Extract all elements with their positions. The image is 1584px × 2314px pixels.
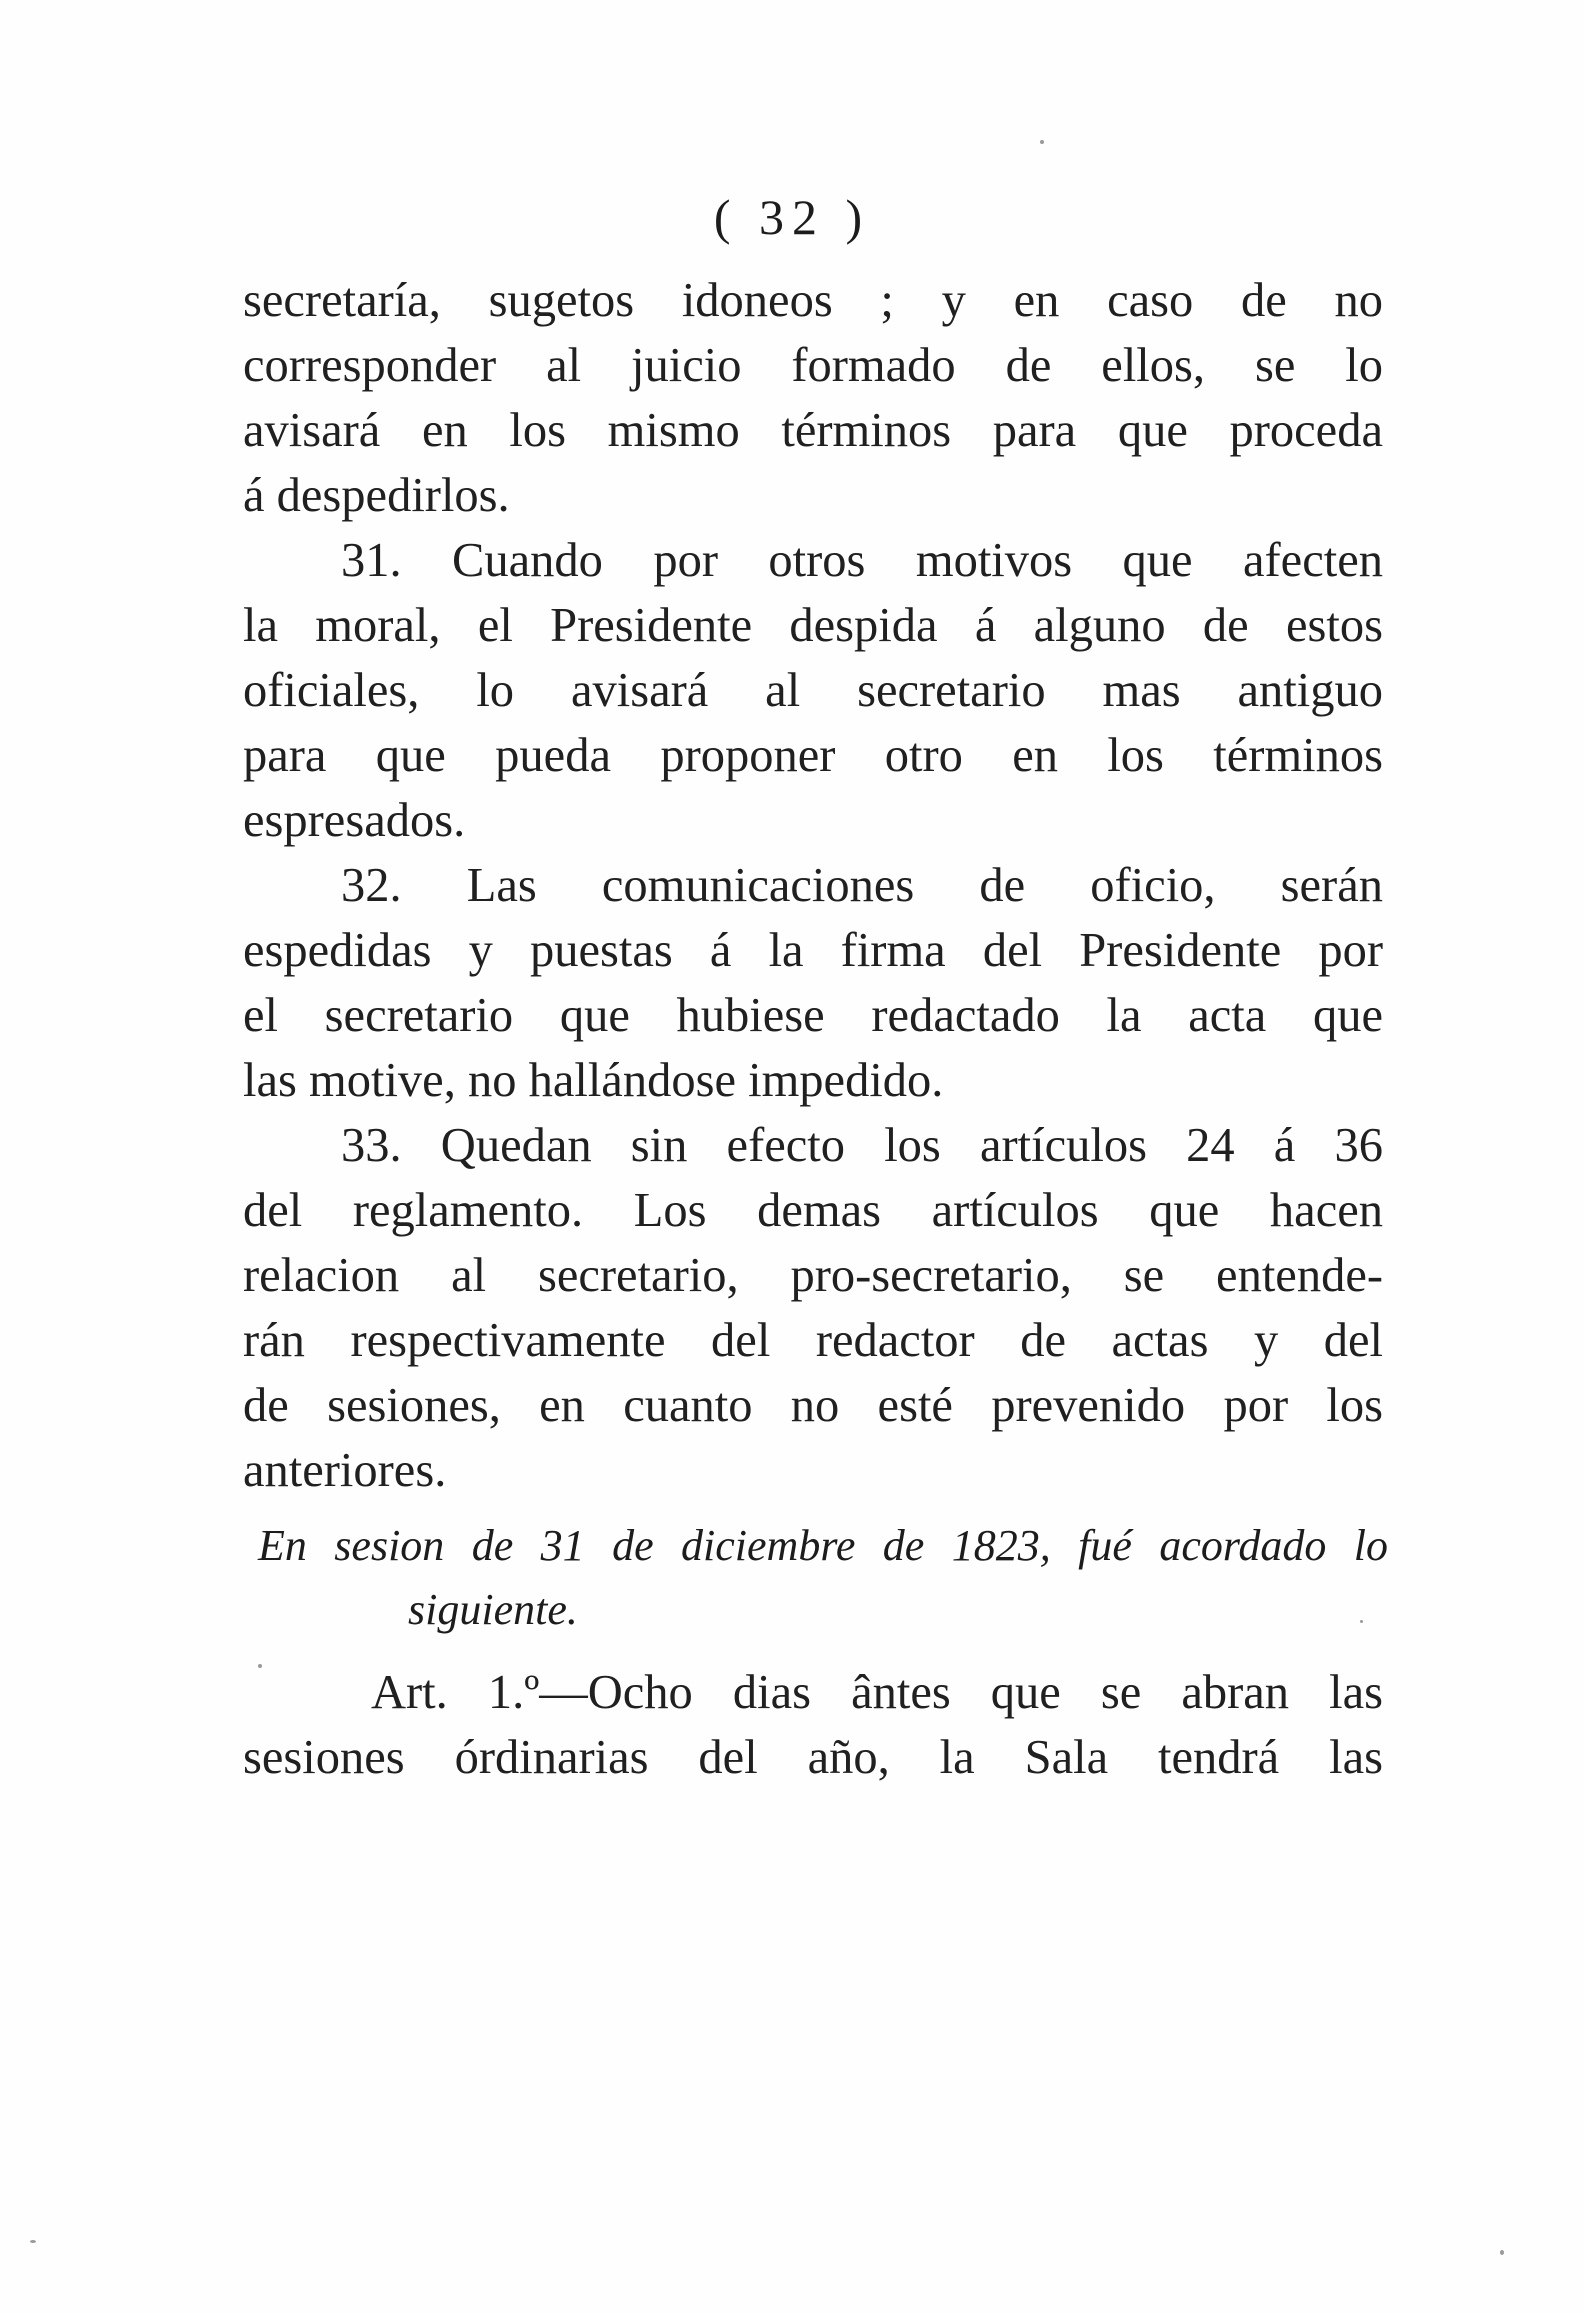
session-note-line: En sesion de 31 de diciembre de 1823, fué acordado lo [258,1521,1388,1570]
main-text [243,268,1383,1503]
text-line: sesiones órdinarias del año, la Sala tendrá las [243,1731,1383,1784]
text-line: corresponder al juicio formado de ellos, se lo [243,339,1383,392]
text-line: oficiales, lo avisará al secretario mas antiguo [243,664,1383,717]
print-speck [1040,140,1044,144]
text-line: avisará en los mismo términos para que proceda [243,404,1383,457]
text-line: las motive, no hallándose impedido. [243,1054,944,1107]
text-line: anteriores. [243,1444,447,1497]
text-line: el secretario que hubiese redactado la acta que [243,989,1383,1042]
page-number-header: ( 32 ) [713,189,871,245]
text-line: de sesiones, en cuanto no esté prevenido por los [243,1379,1383,1432]
session-note [258,1514,1388,1642]
print-speck [1360,1620,1363,1623]
session-note-line: siguiente. [408,1585,578,1634]
text-line: secretaría, sugetos idoneos ; y en caso de no [243,274,1383,327]
text-line: relacion al secretario, pro-secretario, se entende- [243,1249,1383,1302]
text-line: 33. Quedan sin efecto los artículos 24 á 36 [341,1119,1383,1172]
article-1 [243,1660,1383,1790]
print-speck [258,1664,262,1668]
text-line: 31. Cuando por otros motivos que afecten [341,534,1383,587]
text-line: rán respectivamente del redactor de actas y del [243,1314,1383,1367]
print-speck [1500,2250,1504,2255]
text-line: para que pueda proponer otro en los términos [243,729,1383,782]
text-line: Art. 1.º—Ocho dias ântes que se abran las [371,1666,1383,1719]
text-line: la moral, el Presidente despida á alguno de estos [243,599,1383,652]
text-line: espresados. [243,794,466,847]
print-speck [30,2240,36,2243]
text-line: 32. Las comunicaciones de oficio, serán [341,859,1383,912]
text-line: espedidas y puestas á la firma del Presidente por [243,924,1383,977]
text-line: del reglamento. Los demas artículos que hacen [243,1184,1383,1237]
text-line: á despedirlos. [243,469,510,522]
